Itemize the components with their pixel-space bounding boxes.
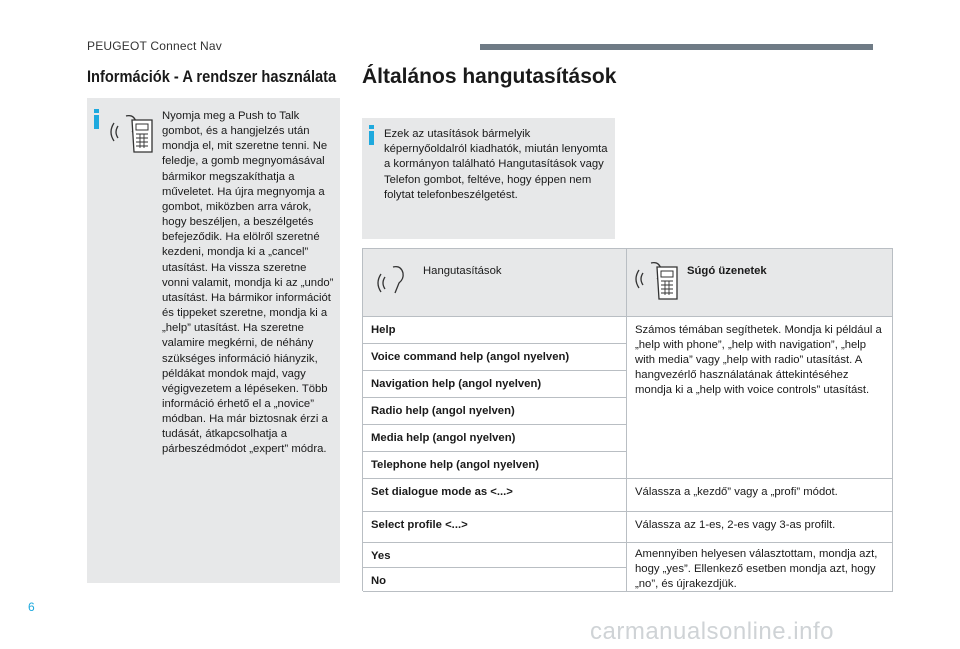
header-bar [480,44,873,50]
brand-header: PEUGEOT Connect Nav [87,39,222,53]
table-cell: Válassza az 1-es, 2-es vagy 3-as profilt. [627,512,893,543]
table-row: Select profile <...> [363,512,627,543]
table-cell: Amennyiben helyesen választottam, mondja azt, hogy „yes”. Ellenkező esetben mondja azt, hogy „no”, és újrakezdjük. [627,543,893,592]
voice-command-icon [375,259,411,299]
table-row: Help [363,317,627,344]
push-to-talk-instructions: Nyomja meg a Push to Talk gombot, és a hangjelzés után mondja el, mit szeretne tenni. Ne feledje, a gomb megnyomásával bármikor megszakíthatja a műveletet. Ha újra megnyomja a gombot, miközben arra várok, hogy beszéljen, a beszélgetés befejeződik. Ha elölről szeretné kezdeni, mondja ki a „cancel” utasítást. Ha vissza szeretne vonni valamit, mondja ki az „undo” utasítást. Ha bármikor információt és tippeket szeretne, mondja ki a „help” utasítást. Ha szeretne valamire megkérni, de néhány szükséges információ hiányzik, példákat mondok majd, vagy végigvezetem a lépéseken. Több információ érhető el a „novice” módban. Ha már biztosnak érzi a tudását, átkapcsolhatja a párbeszédmódot „expert” módra. [162,110,334,456]
table-row: Telephone help (angol nyelven) [363,452,627,479]
table-row: Set dialogue mode as <...> [363,479,627,512]
table-row: Radio help (angol nyelven) [363,398,627,425]
push-to-talk-icon [108,112,156,154]
table-col1-header: Hangutasítások [423,265,502,277]
table-row: Navigation help (angol nyelven) [363,371,627,398]
voice-commands-table [362,248,893,591]
help-message-icon [633,257,681,301]
table-row: Media help (angol nyelven) [363,425,627,452]
table-header-commands [363,249,627,317]
page-number: 6 [28,600,35,614]
info-icon [94,115,99,129]
help-message-cell: Számos témában segíthetek. Mondja ki például a „help with phone”, „help with navigation”, „help with media” vagy „help with radio” utasítást. A hangvezérlő használatának áttekintéséhez mondja ki a „help with voice controls” utasítást. [627,317,893,479]
watermark: carmanualsonline.info [590,618,834,645]
table-row: No [363,568,627,592]
table-header-help [627,249,893,317]
note-text: Ezek az utasítások bármelyik képernyőoldalról kiadhatók, miután lenyomta a kormányon található Hangutasítások vagy Telefon gombot, feltéve, hogy éppen nem folytat telefonbeszélgetést. [384,128,608,201]
table-row: Voice command help (angol nyelven) [363,344,627,371]
table-cell: Válassza a „kezdő” vagy a „profi” módot. [627,479,893,512]
table-row: Yes [363,543,627,568]
left-section-title: Információk - A rendszer használata [87,67,337,86]
table-col2-header: Súgó üzenetek [687,265,767,277]
info-icon [369,131,374,145]
right-section-title: Általános hangutasítások [362,65,617,88]
